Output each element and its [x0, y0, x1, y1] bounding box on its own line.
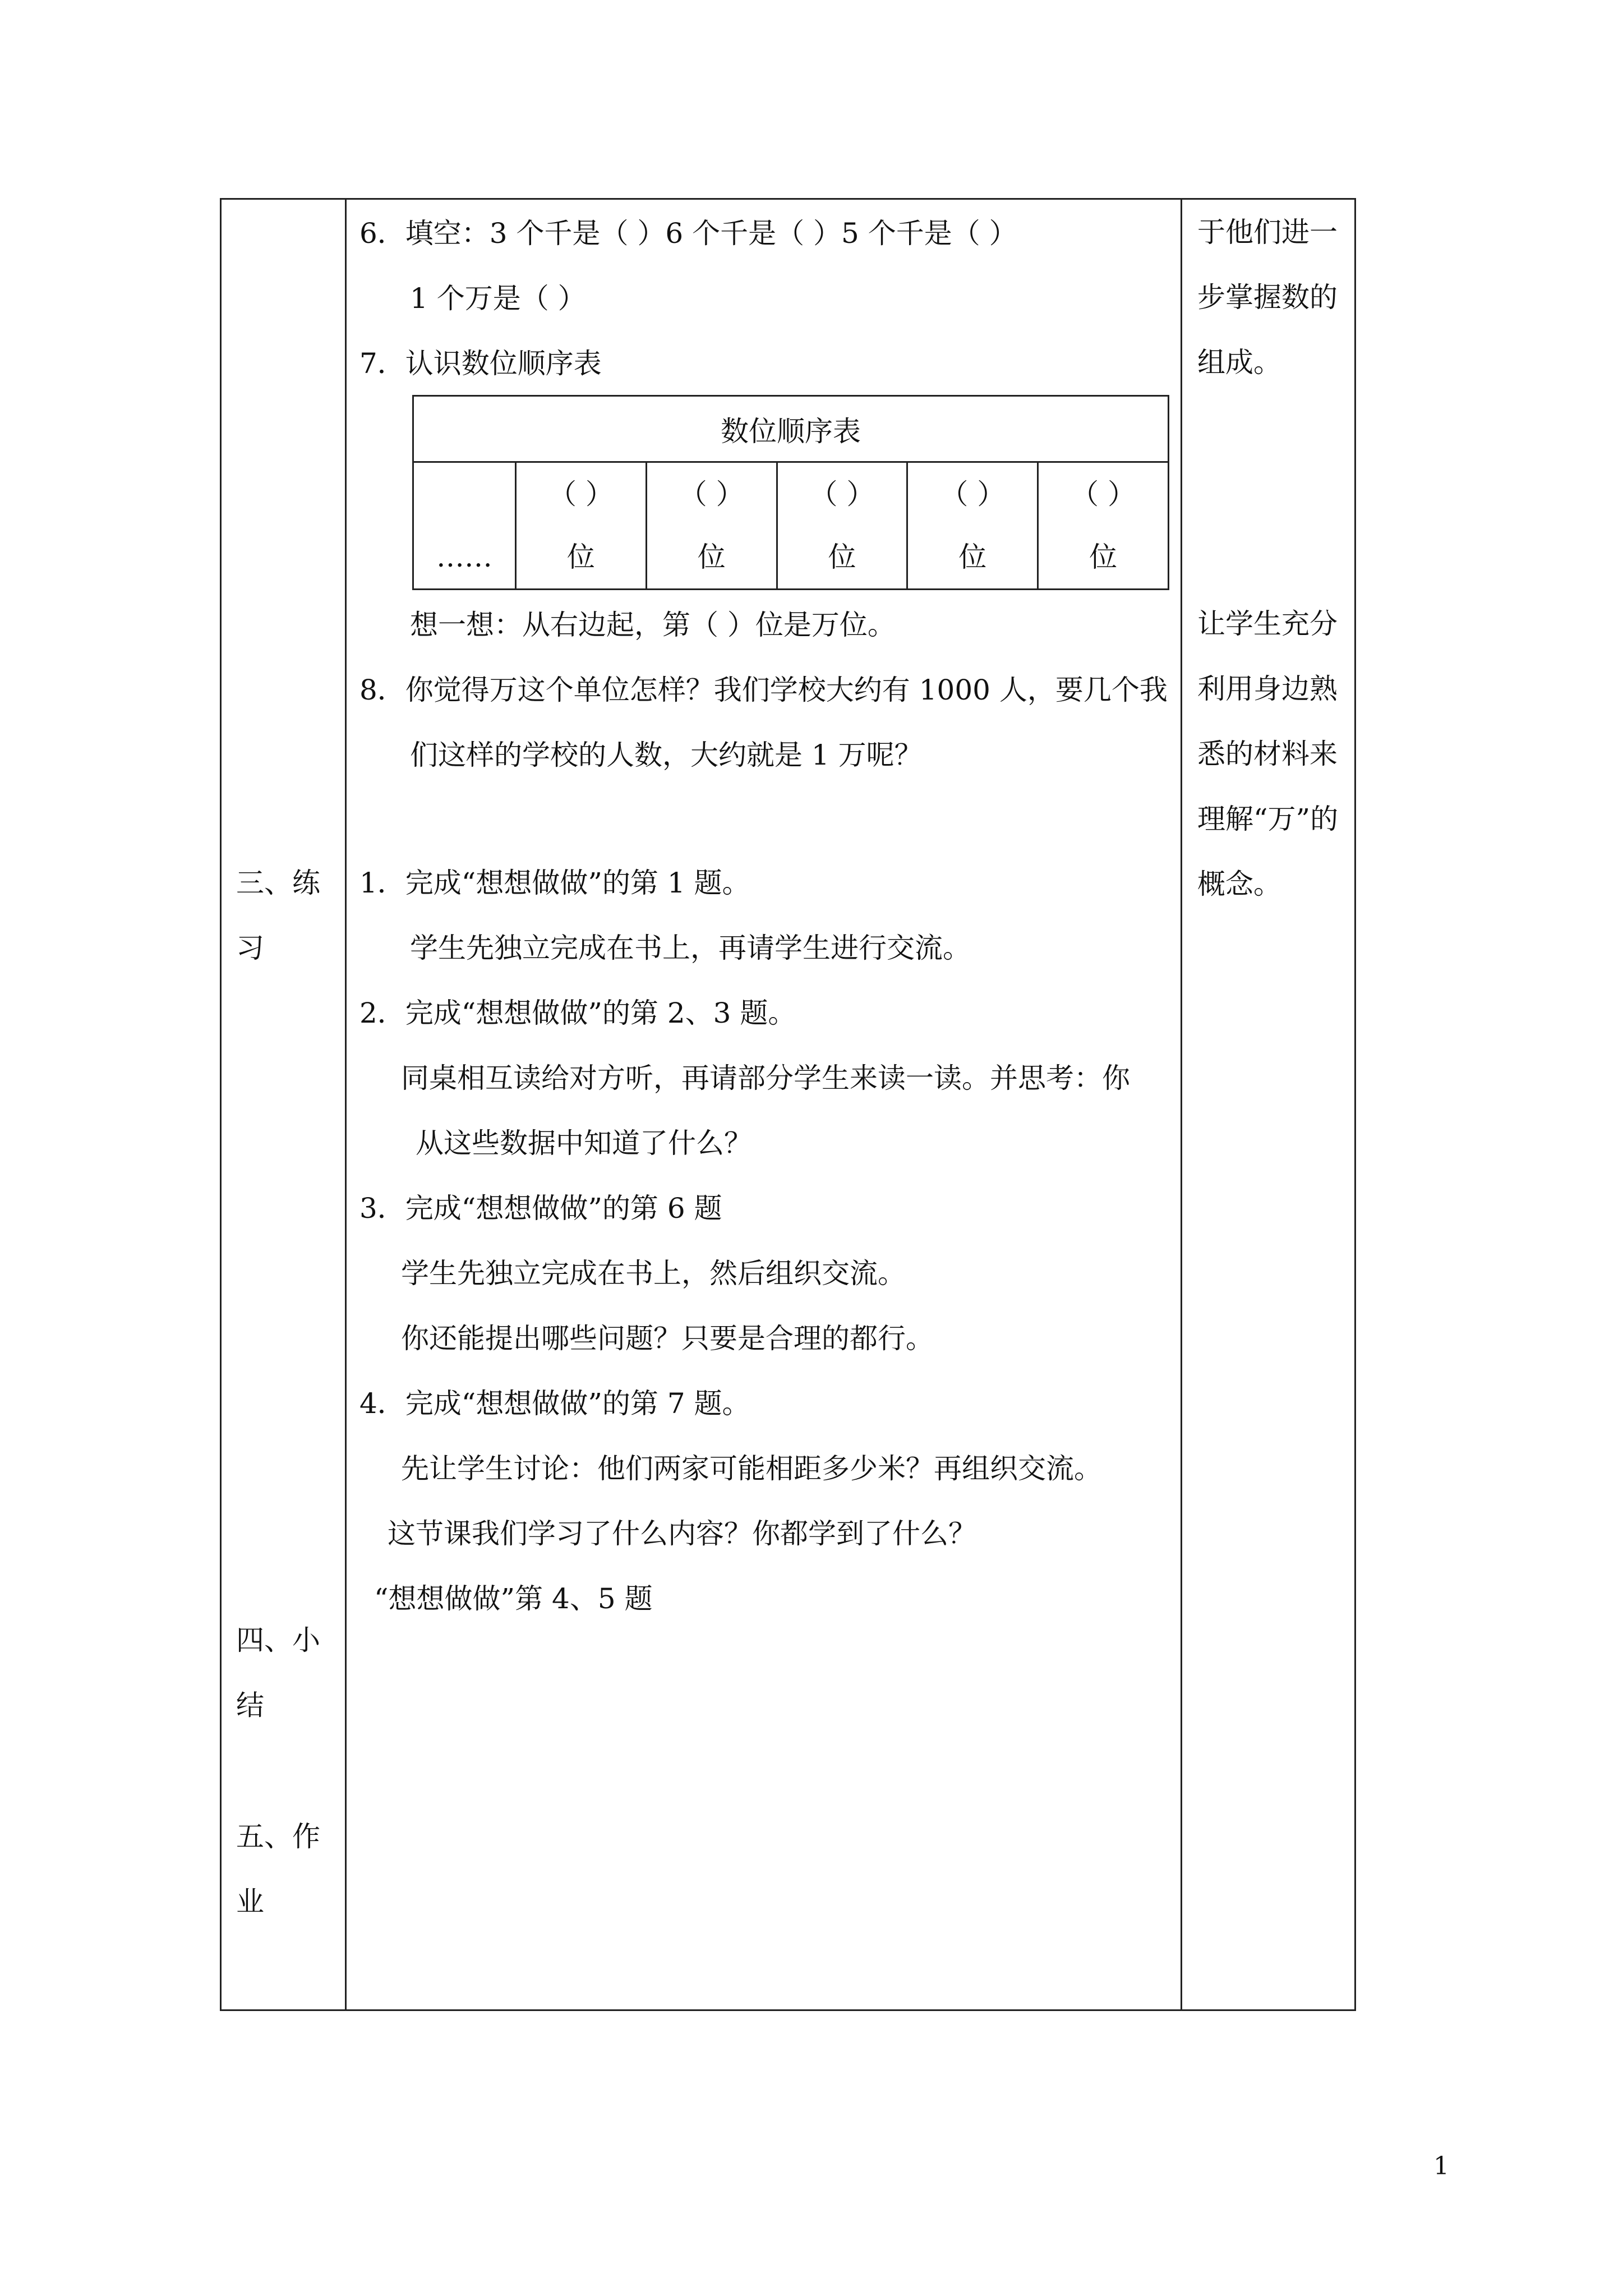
homework-text: “想想做做”第 4、5 题	[374, 1582, 653, 1615]
question-8-line-2: 们这样的学校的人数，大约就是 1 万呢？	[410, 739, 923, 771]
teaching-note-2: 让学生充分利用身边熟悉的材料来理解“万”的概念。	[1197, 608, 1339, 900]
digit-place-table-title: 数位顺序表	[414, 397, 1168, 463]
teaching-note-1: 于他们进一步掌握数的组成。	[1197, 216, 1338, 379]
question-7-title: 7．认识数位顺序表	[359, 347, 602, 380]
section-practice: 三、练习	[236, 867, 320, 964]
question-6-line-1: 6．填空：3 个千是（ ）6 个千是（ ）5 个千是（ ）	[359, 217, 1017, 250]
table-cell-place	[776, 463, 907, 588]
wei-label: 位	[828, 541, 856, 573]
summary-text: 这节课我们学习了什么内容？你都学到了什么？	[388, 1517, 976, 1550]
practice-2-text-1: 同桌相互读给对方听，再请部分学生来读一读。并思考：你	[401, 1062, 1130, 1094]
digit-place-table	[412, 395, 1169, 590]
practice-4-title: 4．完成“想想做做”的第 7 题。	[359, 1387, 750, 1420]
table-cell-place	[645, 463, 776, 588]
wei-label: 位	[566, 541, 595, 573]
lesson-table	[220, 198, 1356, 2011]
practice-1-text: 学生先独立完成在书上，再请学生进行交流。	[410, 932, 971, 964]
wei-label: 位	[1089, 541, 1118, 573]
ellipsis-text: ……	[436, 541, 492, 573]
practice-2-title: 2．完成“想想做做”的第 2、3 题。	[359, 997, 796, 1029]
blank-paren: （ ）	[809, 478, 875, 510]
question-8-line-1: 8．你觉得万这个单位怎样？我们学校大约有 1000 人，要几个我	[359, 674, 1168, 706]
column-divider-2	[1181, 200, 1182, 2009]
page-number: 1	[1433, 2152, 1449, 2180]
section-homework: 五、作业	[236, 1820, 320, 1918]
table-cell-place	[906, 463, 1037, 588]
blank-paren: （ ）	[679, 478, 744, 510]
wei-label: 位	[697, 541, 726, 573]
blank-paren: （ ）	[548, 478, 614, 510]
table-cell-ellipsis	[414, 463, 515, 588]
question-6-line-2: 1 个万是（ ）	[410, 282, 586, 315]
practice-4-text: 先让学生讨论：他们两家可能相距多少米？再组织交流。	[401, 1452, 1102, 1485]
practice-3-text-2: 你还能提出哪些问题？只要是合理的都行。	[401, 1322, 934, 1355]
wei-label: 位	[958, 541, 987, 573]
table-cell-place	[515, 463, 645, 588]
think-prompt: 想一想：从右边起，第（ ）位是万位。	[410, 609, 896, 641]
practice-3-title: 3．完成“想想做做”的第 6 题	[359, 1192, 722, 1225]
practice-3-text-1: 学生先独立完成在书上，然后组织交流。	[401, 1257, 906, 1290]
blank-paren: （ ）	[1071, 478, 1136, 510]
section-summary: 四、小结	[236, 1624, 320, 1722]
blank-paren: （ ）	[940, 478, 1006, 510]
practice-1-title: 1．完成“想想做做”的第 1 题。	[359, 867, 750, 899]
practice-2-text-2: 从这些数据中知道了什么？	[416, 1127, 752, 1159]
column-divider-1	[345, 200, 347, 2009]
table-cell-place	[1037, 463, 1168, 588]
